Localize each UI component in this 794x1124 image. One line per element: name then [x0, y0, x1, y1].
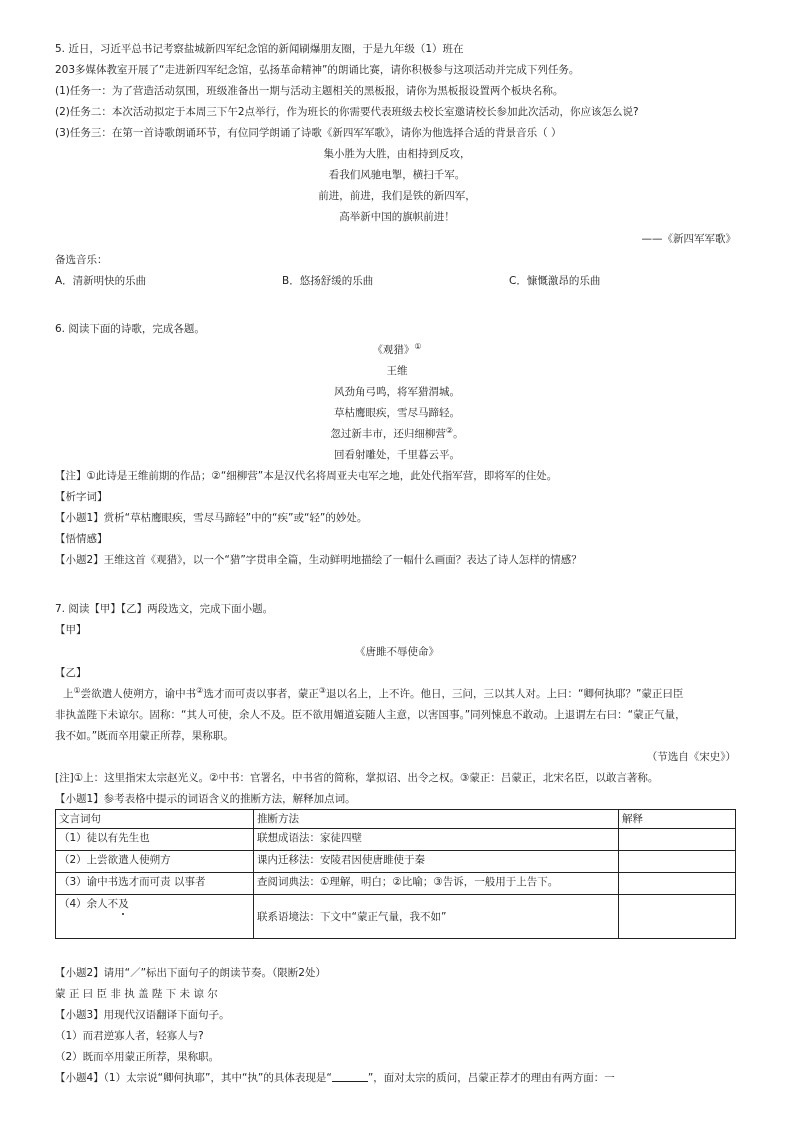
table-header: 解释	[619, 810, 736, 829]
q6-section-emotion: 【悟情感】	[55, 533, 108, 545]
table-header: 推断方法	[254, 810, 619, 829]
q7-passage-line1	[63, 687, 683, 701]
q6-title-note-mark: ①	[414, 342, 422, 351]
q6-subquestion-2: 【小题2】王维这首《观猎》，以一个“猎”字贯串全篇，生动鲜明地描绘了一幅什么画面？表达了诗人怎样的情感？	[55, 554, 582, 566]
q5-option-a: A．清新明快的乐曲	[55, 275, 147, 287]
q7-sub4-end: ”，面对太宗的质问，吕蒙正荐才的理由有两方面：一	[367, 1072, 615, 1084]
q7-source: （节选自《宋史》）	[646, 751, 736, 763]
q6-author: 王维	[386, 365, 408, 377]
dotted-word: 及	[118, 898, 129, 910]
q5-poem-line: 看我们风驰电掣，横扫千军。	[328, 169, 466, 181]
q5-poem-line: 集小胜为大胜，由相持到反攻，	[323, 148, 471, 160]
q7-label-jia: 【甲】	[55, 624, 87, 636]
table-row	[56, 851, 736, 873]
q6-subquestion-1: 【小题1】赏析“草枯鹰眼疾，雪尽马蹄轻”中的“疾”或“轻”的妙处。	[55, 512, 368, 524]
table-cell-answer	[619, 895, 736, 939]
q5-task1: (1)任务一：为了营造活动氛围，班级准备出一期与活动主题相关的黑板报，请你为黑板报设置两个板块名称。	[55, 85, 564, 97]
q6-poem-title	[0, 343, 794, 357]
table-row	[56, 829, 736, 851]
q5-poem-line: 高举新中国的旗帜前进！	[339, 211, 455, 223]
table-row	[56, 873, 736, 895]
q6-intro: 6. 阅读下面的诗歌，完成各题。	[55, 323, 205, 335]
q6-poem-note-mark: ②	[445, 426, 454, 435]
table-cell-phrase	[56, 851, 254, 873]
q5-poem-line: 前进，前进，我们是铁的新四军，	[318, 190, 476, 202]
table-cell-phrase	[56, 829, 254, 851]
table-cell-phrase	[56, 895, 254, 939]
q7-passage-line3: 我不如。”既而卒用蒙正所荐，果称职。	[55, 730, 234, 742]
table-cell-phrase	[56, 873, 254, 895]
q7-sub4-start: 【小题4】（1）太宗说“卿何执耶”，其中“执”的具体表现是“	[55, 1072, 332, 1084]
q7-intro: 7. 阅读【甲】【乙】两段选文，完成下面小题。	[55, 603, 274, 615]
q6-poem-line3-text: 忽过新丰市，还归细柳营	[330, 428, 446, 440]
table-cell-method: 联系语境法：下文中“蒙正气量，我不如”	[254, 895, 619, 939]
phrase-text: （2）上尝欲遣人使朔方	[59, 854, 171, 866]
table-cell-method: 联想成语法：家徒四壁	[254, 829, 619, 851]
table-header-row	[56, 810, 736, 829]
q5-option-c: C．慷慨激昂的乐曲	[509, 275, 601, 287]
q7-p1-a: 上	[63, 688, 74, 700]
q7-passage-line2: 非执盖陛下未谅尔。固称：“其人可使，余人不及。臣不欲用媚道妄随人主意，以害国事。”同列悚息不敢动。上退谓左右曰：“蒙正气量，	[55, 709, 686, 721]
q6-note: 【注】①此诗是王维前期的作品；②“细柳营”本是汉代名将周亚夫屯军之地，此处代指军营，即将军的住处。	[55, 470, 558, 482]
q7-p1-c: 选才而可责以事者，蒙正	[203, 688, 319, 700]
q7-subquestion-4	[55, 1071, 615, 1085]
q6-title-text: 《观猎》	[372, 344, 415, 356]
q6-poem-line3-end: 。	[453, 428, 464, 440]
q7-subquestion-3: 【小题3】用现代汉语翻译下面句子。	[55, 1009, 230, 1021]
q7-subquestion-2: 【小题2】请用“／”标出下面句子的朗读节奏。（限断2处）	[55, 967, 326, 979]
q7-sentence: 蒙 正 曰 臣 非 执 盖 陛 下 未 谅 尔	[55, 988, 218, 1000]
q7-note: [注]①上：这里指宋太宗赵光义。②中书：官署名，中书省的简称，掌拟诏、出令之权。③蒙正：吕蒙正，北宋名臣，以敢言著称。	[55, 772, 659, 784]
q6-poem-line	[0, 427, 794, 441]
q7-note-mark-2: ②	[196, 686, 204, 695]
q5-intro-line1: 5. 近日，习近平总书记考察盐城新四军纪念馆的新闻刷爆朋友圈，于是九年级（1）班在	[55, 43, 464, 55]
q7-p1-d: 退以名上，上不许。他日，三问，三以其人对。上曰：“卿何执耶？”蒙正曰臣	[326, 688, 684, 700]
q7-translate-1: （1）而君逆寡人者，轻寡人与?	[55, 1030, 204, 1042]
q5-option-b: B．悠扬舒缓的乐曲	[282, 275, 374, 287]
q7-jia-title: 《唐雎不辱使命》	[355, 646, 439, 658]
q7-translate-2: （2）既而卒用蒙正所荐，果称职。	[55, 1051, 220, 1063]
table-cell-method: 查阅词典法：①理解，明白；②比喻；③告诉，一般用于上告下。	[254, 873, 619, 895]
table-cell-answer	[619, 829, 736, 851]
table-cell-method: 课内迁移法：安陵君因使唐雎使于秦	[254, 851, 619, 873]
q5-intro-line2: 203多媒体教室开展了“走进新四军纪念馆，弘扬革命精神”的朗诵比赛，请你积极参与这项活动并完成下列任务。	[55, 64, 580, 76]
table-cell-answer	[619, 873, 736, 895]
phrase-text: （1）徒以有先生也	[59, 832, 150, 844]
table-row	[56, 895, 736, 939]
q7-p1-b: 尝欲遣人使朔方，谕中书	[80, 688, 197, 700]
q7-note-mark-3: ③	[318, 686, 327, 695]
table-header: 文言词句	[56, 810, 254, 829]
answer-blank[interactable]	[332, 1071, 368, 1082]
q7-subquestion-1: 【小题1】参考表格中提示的词语含义的推断方法，解释加点词。	[55, 793, 356, 805]
vocab-table	[55, 809, 736, 939]
q7-note-mark-1: ①	[73, 686, 81, 695]
q6-section-analysis: 【析字词】	[55, 491, 108, 503]
phrase-text: （3）谕中书选才而可责 以事者	[59, 876, 206, 888]
q5-task2: (2)任务二：本次活动拟定于本周三下午2点举行，作为班长的你需要代表班级去校长室邀请校长参加此次活动，你应该怎么说?	[55, 106, 639, 118]
q5-source: ——《新四军军歌》	[641, 233, 736, 245]
q6-poem-line: 风劲角弓鸣，将军猎渭城。	[334, 386, 460, 398]
phrase-text: （4）余人不	[59, 898, 119, 910]
q5-task3: (3)任务三：在第一首诗歌朗诵环节，有位同学朗诵了诗歌《新四军军歌》，请你为他选择合适的背景音乐（ ）	[55, 127, 562, 139]
table-cell-answer	[619, 851, 736, 873]
q6-poem-line: 回看射雕处，千里暮云平。	[334, 449, 460, 461]
q7-label-yi: 【乙】	[55, 667, 87, 679]
q5-options-label: 备选音乐：	[55, 254, 108, 266]
q6-poem-line: 草枯鹰眼疾，雪尽马蹄轻。	[334, 407, 460, 419]
